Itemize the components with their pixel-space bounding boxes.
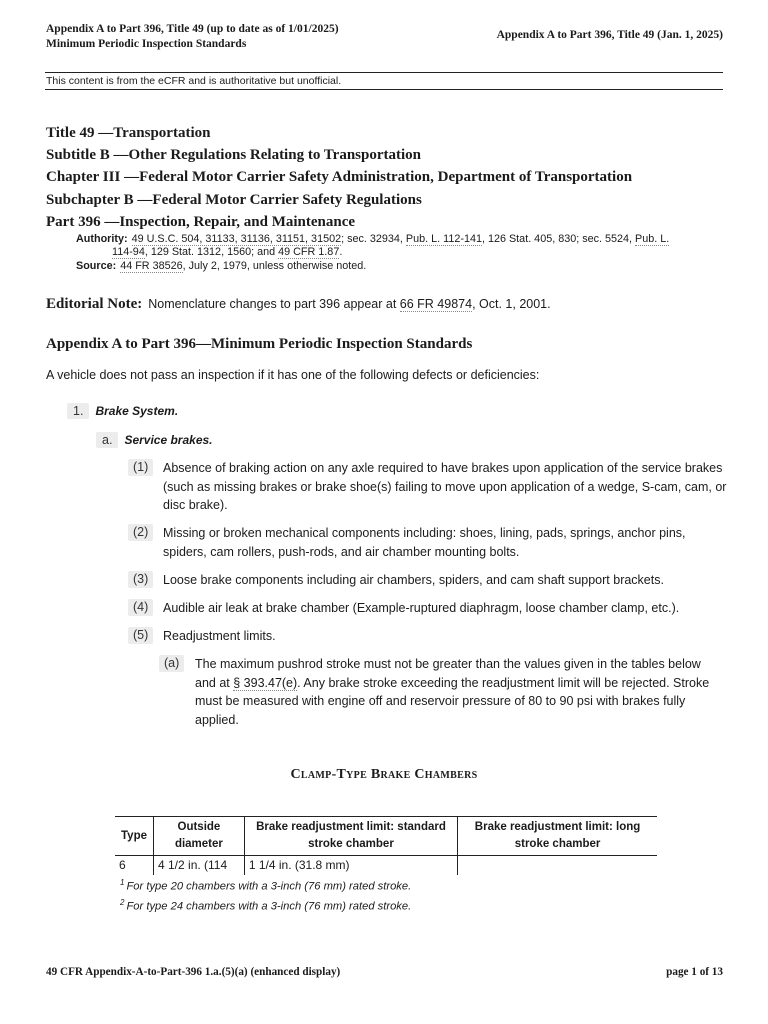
paragraph-number: (1) (128, 459, 153, 476)
authority-cfr-link[interactable]: 49 CFR 1.87 (278, 246, 340, 258)
section-393-47-link[interactable]: § 393.47(e) (233, 675, 298, 690)
paragraph-number: a. (96, 432, 118, 448)
subtitle-heading: Subtitle B —Other Regulations Relating to Transportation (46, 147, 422, 164)
footnote-text: For type 24 chambers with a 3-inch (76 mm) rated stroke. (126, 900, 412, 913)
table-cell: 4 1/2 in. (114 (154, 856, 245, 876)
column-header: Outside diameter (154, 817, 245, 856)
authority-label: Authority: (76, 233, 128, 245)
table-title: Clamp-Type Brake Chambers (290, 767, 478, 782)
paragraph-title: Service brakes. (124, 433, 213, 447)
header-doc-subtitle: Minimum Periodic Inspection Standards (46, 38, 247, 50)
table-cell: 6 (119, 858, 126, 872)
authority-note: Authority: 49 U.S.C. 504, 31133, 31136, 31151, 31502; sec. 32934, Pub. L. 112-141, 126 Stat. 405, 830; sec. 5524, Pub. L. 114-94, 129 Stat. 1312, 1560; and 49 CFR 1.87. (76, 233, 670, 258)
page-header-left (46, 22, 339, 52)
paragraph-text: The maximum pushrod stroke must not be greater than the values given in the tables below and at § 393.47(e). Any brake stroke exceeding the readjustment limit will be rejected. Stroke must be measured with engine off and reservoir pressure of 80 to 90 psi with brakes fully applied. (195, 657, 710, 727)
footnote-mark: 2 (120, 898, 125, 907)
list-item-pushrod-stroke (159, 655, 719, 729)
table-footnote (120, 898, 411, 913)
table-cell (458, 856, 657, 876)
paragraph-title: Brake System. (95, 404, 179, 418)
regulation-hierarchy (46, 122, 632, 233)
source-fr-link[interactable]: 44 FR 38526 (120, 260, 183, 272)
list-item (128, 599, 679, 618)
column-header: Brake readjustment limit: standard stroke chamber (244, 817, 457, 856)
paragraph-number: (3) (128, 571, 153, 588)
paragraph-number: (a) (159, 655, 184, 672)
source-note: Source: 44 FR 38526, July 2, 1979, unless otherwise noted. (76, 260, 367, 272)
authority-publaw2-link-cont[interactable]: 114-94 (112, 246, 145, 258)
editorial-note: Editorial Note: Nomenclature changes to part 396 appear at 66 FR 49874, Oct. 1, 2001. (46, 296, 551, 312)
paragraph-number: (4) (128, 599, 153, 616)
paragraph-number: 1. (67, 403, 89, 419)
paragraph-text: Loose brake components including air chambers, spiders, and cam shaft support brackets. (163, 573, 664, 587)
table-header-row (115, 817, 657, 856)
editorial-label: Editorial Note: (46, 296, 143, 312)
brake-chamber-table (115, 816, 657, 875)
authority-publaw2-link[interactable]: Pub. L. (635, 233, 670, 245)
appendix-title: Appendix A to Part 396—Minimum Periodic Inspection Standards (46, 336, 473, 352)
subchapter-heading: Subchapter B —Federal Motor Carrier Safety Regulations (46, 191, 422, 208)
page-footer-citation: 49 CFR Appendix-A-to-Part-396 1.a.(5)(a) (enhanced display) (46, 966, 341, 978)
column-header: Brake readjustment limit: long stroke chamber (458, 817, 657, 856)
title-heading: Title 49 —Transportation (46, 125, 211, 141)
table-row (115, 856, 657, 876)
paragraph-text: Audible air leak at brake chamber (Example-ruptured diaphragm, loose chamber clamp, etc.). (163, 601, 680, 615)
list-item (128, 459, 728, 515)
column-header: Type (115, 817, 154, 856)
page-header-right: Appendix A to Part 396, Title 49 (Jan. 1, 2025) (496, 29, 723, 41)
paragraph-text: Missing or broken mechanical components including: shoes, lining, pads, springs, anchor pins, spiders, cam rollers, push-rods, and air chamber mounting bolts. (163, 526, 686, 559)
header-divider-top (45, 72, 723, 73)
authority-publaw-link[interactable]: Pub. L. 112-141 (405, 233, 482, 245)
list-item (128, 571, 664, 590)
paragraph-text: Readjustment limits. (163, 629, 276, 643)
part-heading: Part 396 —Inspection, Repair, and Maintenance (46, 213, 356, 230)
list-item (128, 627, 276, 646)
list-item (128, 524, 728, 561)
disclaimer: This content is from the eCFR and is authoritative but unofficial. (46, 75, 342, 87)
appendix-intro: A vehicle does not pass an inspection if it has one of the following defects or deficiencies: (46, 368, 540, 382)
header-divider-bottom (45, 89, 723, 90)
table-cell: 1 1/4 in. (31.8 mm) (244, 856, 457, 876)
footnote-mark: 1 (120, 878, 125, 887)
source-label: Source: (76, 260, 117, 272)
paragraph-number: (2) (128, 524, 153, 541)
list-item-service-brakes (96, 432, 213, 448)
list-item-brake-system (67, 403, 178, 419)
paragraph-text: Absence of braking action on any axle required to have brakes upon application of the service brakes (such as missing brakes or brake shoe(s) failing to move upon application of a wedge, S-cam, cam, or disc brake). (163, 461, 727, 512)
paragraph-number: (5) (128, 627, 153, 644)
table-footnote (120, 878, 411, 893)
page-number: page 1 of 13 (666, 966, 723, 978)
editorial-fr-link[interactable]: 66 FR 49874 (399, 297, 473, 311)
footnote-text: For type 20 chambers with a 3-inch (76 mm) rated stroke. (126, 880, 412, 893)
authority-usc-link[interactable]: 49 U.S.C. 504, 31133, 31136, 31151, 31502 (131, 233, 342, 245)
chapter-heading: Chapter III —Federal Motor Carrier Safety Administration, Department of Transportation (46, 169, 633, 186)
header-doc-title: Appendix A to Part 396, Title 49 (up to date as of 1/01/2025) (46, 23, 339, 35)
